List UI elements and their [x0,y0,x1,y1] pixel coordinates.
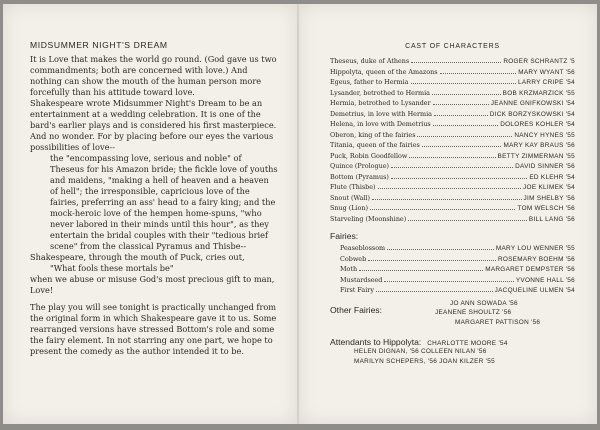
other-fairy-name: MARGARET PATTISON '56 [455,318,541,326]
paragraph-intro: It is Love that makes the world go round. (God gave us two commandments; both are concerned with love.) And nothing can show the mouth of the human person more forcefully than his attitude toward love. [30,54,277,97]
other-fairy-name: JO ANN SOWADA '56 [450,299,518,307]
role-name: Starveling (Moonshine) [330,214,407,223]
leader-dots [384,281,513,282]
role-name: Flute (Thisbe) [330,183,376,191]
role-name: Lysander, betrothed to Hermia [330,88,430,97]
role-name: Egeus, father to Hermia [330,78,409,86]
actor-name: YVONNE HALL '56 [515,276,575,284]
leader-dots [376,291,493,292]
role-name: Bottom (Pyramus) [330,172,389,181]
leader-dots [368,260,496,261]
paragraph-loves: the "encompassing love, serious and noble" of Theseus for his Amazon bride; the fickle love of youths and maidens, "making a hell of heaven and a heaven of hell"; the irresponsible, capricious love of the fairies, preferring an ass' head to a fairy king; and the mock-heroic love of the hempen home-spuns, "who never labored in their minds until this hour", as they entertain the bridal couples with their "tedious brief scene" from the classical Pyramus and Thisbe-- [50,153,278,251]
paragraph-tonight: The play you will see tonight is practically unchanged from the original form in which Shakespeare gave it to us. Some rearranged versions have stressed Bottom's role and some the fairy element. In not starring any one part, we hope to present the comedy as the author intended it to be. [30,302,277,356]
actor-name: LARRY CRIPE '54 [518,79,575,86]
role-name: Theseus, duke of Athens [330,57,410,65]
right-page-text [330,43,575,366]
left-page-text [30,40,278,357]
actor-name: MARGARET DEMPSTER '56 [485,266,575,273]
leader-dots [391,167,513,168]
cast-title: CAST OF CHARACTERS [405,43,500,50]
actor-name: JEANNE GNIFKOWSKI '54 [490,100,575,107]
actor-name: ED KLEHR '54 [529,173,575,181]
role-name: Oberon, king of the fairies [330,130,416,139]
actor-name: JIM SHELBY '56 [523,194,575,202]
fairies-list [330,244,575,297]
leader-dots [417,136,512,137]
role-name: Snout (Wall) [330,193,370,202]
cast-row [330,141,575,152]
cast-row [330,162,575,173]
leader-dots [387,249,494,250]
fairy-row [330,276,575,287]
role-name: Cobweb [340,254,367,263]
role-name: Peaseblossom [340,244,386,252]
actor-name: MARY LOU WENNER '55 [495,245,575,252]
cast-row [330,183,575,194]
actor-name: ROSEMARY BOEHM '56 [497,255,575,263]
cast-row [330,99,575,110]
actor-name: DICK BORZYSKOWSKI '54 [489,110,575,118]
paragraph-puck: Shakespeare, through the mouth of Puck, cries out, [30,252,245,262]
cast-row [330,110,575,121]
actor-name: BILL LANG '56 [528,215,575,223]
attendant-name: CHARLOTTE MOORE '54 [427,340,508,347]
role-name: First Fairy [340,286,374,294]
actor-name: MARY WYANT '56 [518,68,575,76]
cast-row [330,89,575,100]
actor-name: DOLORES KOHLER '54 [500,121,575,128]
attendant-line: MARILYN SCHEPERS, '56 JOAN KILZER '55 [354,357,495,365]
leader-dots [372,199,522,200]
other-fairies-names [420,299,575,328]
actor-name: NANCY HYNES '55 [514,131,575,139]
leader-dots [378,188,522,189]
fairy-row [330,255,575,266]
fairies-heading: Fairies: [330,231,359,241]
actor-name: MARY KAY BRAUS '56 [503,142,575,149]
page-title: MIDSUMMER NIGHT'S DREAM [30,40,168,50]
cast-row [330,120,575,131]
cast-row [330,215,575,226]
actor-name: BOB KRZMARZICK '55 [502,89,575,97]
role-name: Hermia, betrothed to Lysander [330,99,431,107]
role-name: Mustardseed [340,275,383,284]
cast-row [330,173,575,184]
leader-dots [391,178,527,179]
leader-dots [409,157,495,158]
fairy-row [330,286,575,297]
leader-dots [370,209,516,210]
role-name: Quince (Prologue) [330,162,389,170]
role-name: Moth [340,265,358,273]
paragraph-quote: "What fools these mortals be" [50,263,174,273]
cast-row [330,194,575,205]
leader-dots [432,94,501,95]
leader-dots [433,104,489,105]
cast-row [330,131,575,142]
other-fairies-heading: Other Fairies: [330,304,383,315]
role-name: Demetrius, in love with Hermia [330,109,432,118]
leader-dots [411,62,501,63]
attendants-heading: Attendants to Hippolyta: [330,337,422,347]
cast-list [330,57,575,225]
leader-dots [422,146,502,147]
other-fairies [330,299,575,328]
paragraph-gift: when we abuse or misuse God's most precious gift to man, Love! [30,274,275,295]
leader-dots [433,125,498,126]
actor-name: BETTY ZIMMERMAN '55 [497,152,575,160]
actor-name: JACQUELINE ULMEN '54 [494,287,575,294]
actor-name: JOE KLIMEK '54 [523,184,575,191]
fairy-row [330,244,575,255]
role-name: Hippolyta, queen of the Amazons [330,67,438,76]
other-fairy-name: JEANENE SHOULTZ '56 [435,309,512,316]
fairy-row [330,265,575,276]
leader-dots [440,73,517,74]
attendant-line: HELEN DIGNAN, '56 COLLEEN NILAN '56 [354,348,487,355]
leader-dots [434,115,488,116]
cast-row [330,78,575,89]
leader-dots [411,83,517,84]
leader-dots [359,270,483,271]
cast-row [330,152,575,163]
actor-name: TOM WELSCH '56 [517,205,575,212]
role-name: Puck, Robin Goodfellow [330,151,408,160]
leader-dots [408,220,527,221]
cast-row [330,57,575,68]
attendants [330,337,575,366]
cast-row [330,204,575,215]
paragraph-wrote: Shakespeare wrote Midsummer Night's Dream to be an entertainment at a wedding celebration. It is one of the bard's earlier plays and is considered his first masterpiece. And no wonder. For by placing before our eyes the various possibilities of love-- [30,98,277,152]
role-name: Helena, in love with Demetrius [330,120,431,128]
actor-name: ROGER SCHRANTZ '5 [503,58,575,65]
actor-name: DAVID SINNER '56 [515,163,575,170]
cast-row [330,68,575,79]
role-name: Titania, queen of the fairies [330,141,420,149]
role-name: Snug (Lion) [330,204,368,212]
